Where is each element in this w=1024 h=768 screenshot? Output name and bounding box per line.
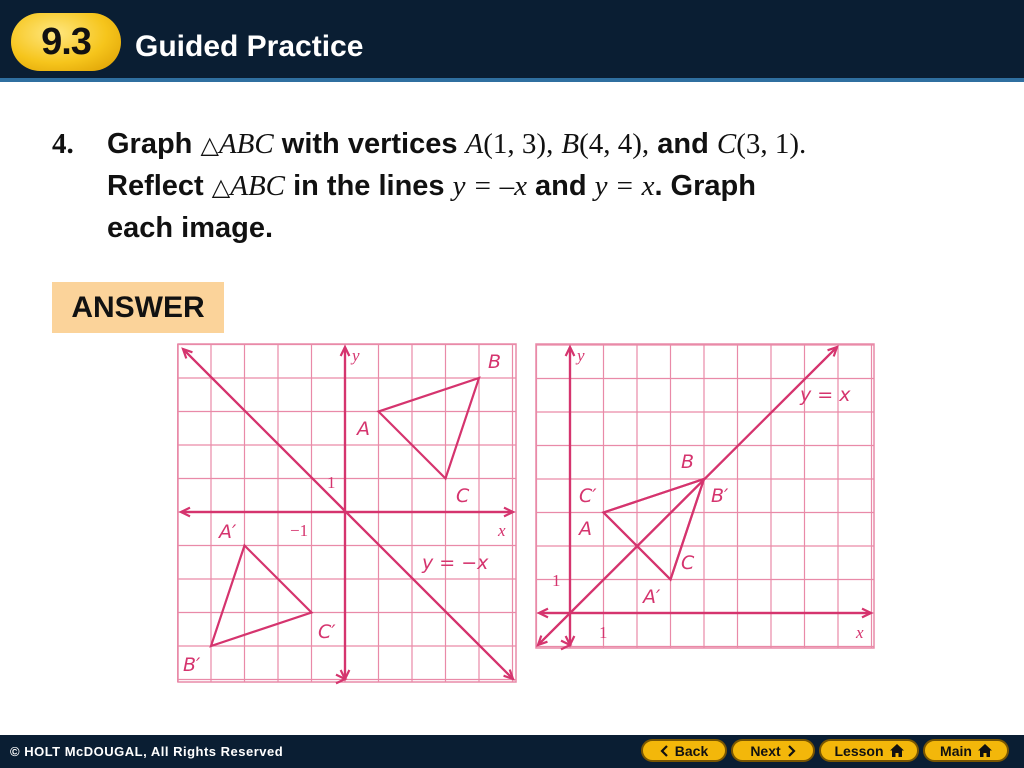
word-with-vertices: with vertices [281,128,458,160]
label-A-prime: A′ [643,586,661,608]
next-button[interactable] [731,739,815,762]
label-B-prime: B′ [711,485,729,507]
main-button[interactable] [923,739,1009,762]
word-reflect: Reflect [107,170,204,202]
x-tick-label: 1 [599,623,608,642]
next-label: Next [750,742,781,759]
vertex-c-label: C [716,128,737,160]
x-tick-label: −1 [290,521,309,540]
vertex-b-label: B [561,128,580,160]
reflection-line-back [183,349,513,679]
line-y-x: y = x [594,170,655,202]
vertex-a-coords: (1, 3), [483,128,554,160]
vertex-b-coords: (4, 4), [579,128,650,160]
chevron-left-icon [660,745,669,757]
graph-reflection-y-neg-x [177,343,517,685]
lesson-label: Lesson [834,742,884,759]
label-B-prime: B′ [183,654,201,676]
triangle-name: ABC [218,128,274,160]
y-tick-label: 1 [552,571,561,590]
header-bar [0,0,1024,82]
label-A: A [357,418,370,440]
back-label: Back [674,742,709,759]
triangle-icon: △ [211,173,231,201]
label-C: C [681,552,695,574]
reflection-line-label: y = x [800,384,851,406]
triangle-image [211,546,312,647]
lesson-badge [11,13,121,71]
word-in-the-lines: in the lines [293,170,445,202]
problem-number: 4. [52,128,74,160]
graph-reflection-y-x [535,343,875,651]
label-A-prime: A′ [219,521,237,543]
back-button[interactable] [641,739,727,762]
word-graph: Graph [107,128,193,160]
label-B: B [488,351,502,373]
label-B: B [681,451,695,473]
header-divider [0,78,1024,82]
lesson-number: 9.3 [41,20,91,63]
word-and-2: and [535,170,587,202]
vertex-a-label: A [465,128,484,160]
reflection-line-label: y = −x [422,552,489,574]
page-title: Guided Practice [135,30,364,63]
word-graph-2: . Graph [654,170,756,202]
x-axis-label: x [856,623,864,642]
y-axis-label: y [352,346,360,365]
y-axis-label: y [577,346,585,365]
triangle-icon: △ [200,131,219,159]
answer-label: ANSWER [52,282,224,333]
label-C-prime: C′ [579,485,597,507]
main-label: Main [940,742,972,759]
label-C: C [456,485,470,507]
y-tick-label: 1 [327,473,336,492]
vertex-c-coords: (3, 1). [736,128,807,160]
word-and: and [657,128,709,160]
chevron-right-icon [787,745,796,757]
line-y-neg-x: y = –x [452,170,527,202]
footer-bar [0,735,1024,768]
x-axis-label: x [498,521,506,540]
copyright-text: © HOLT McDOUGAL, All Rights Reserved [10,744,284,759]
home-icon [890,744,904,757]
word-each-image: each image. [107,212,274,244]
triangle-ABC [379,378,480,479]
lesson-button[interactable] [819,739,919,762]
home-icon [978,744,992,757]
label-A: A [579,518,592,540]
label-C-prime: C′ [318,621,336,643]
triangle-name-2: ABC [230,170,286,202]
problem-text [107,124,967,249]
